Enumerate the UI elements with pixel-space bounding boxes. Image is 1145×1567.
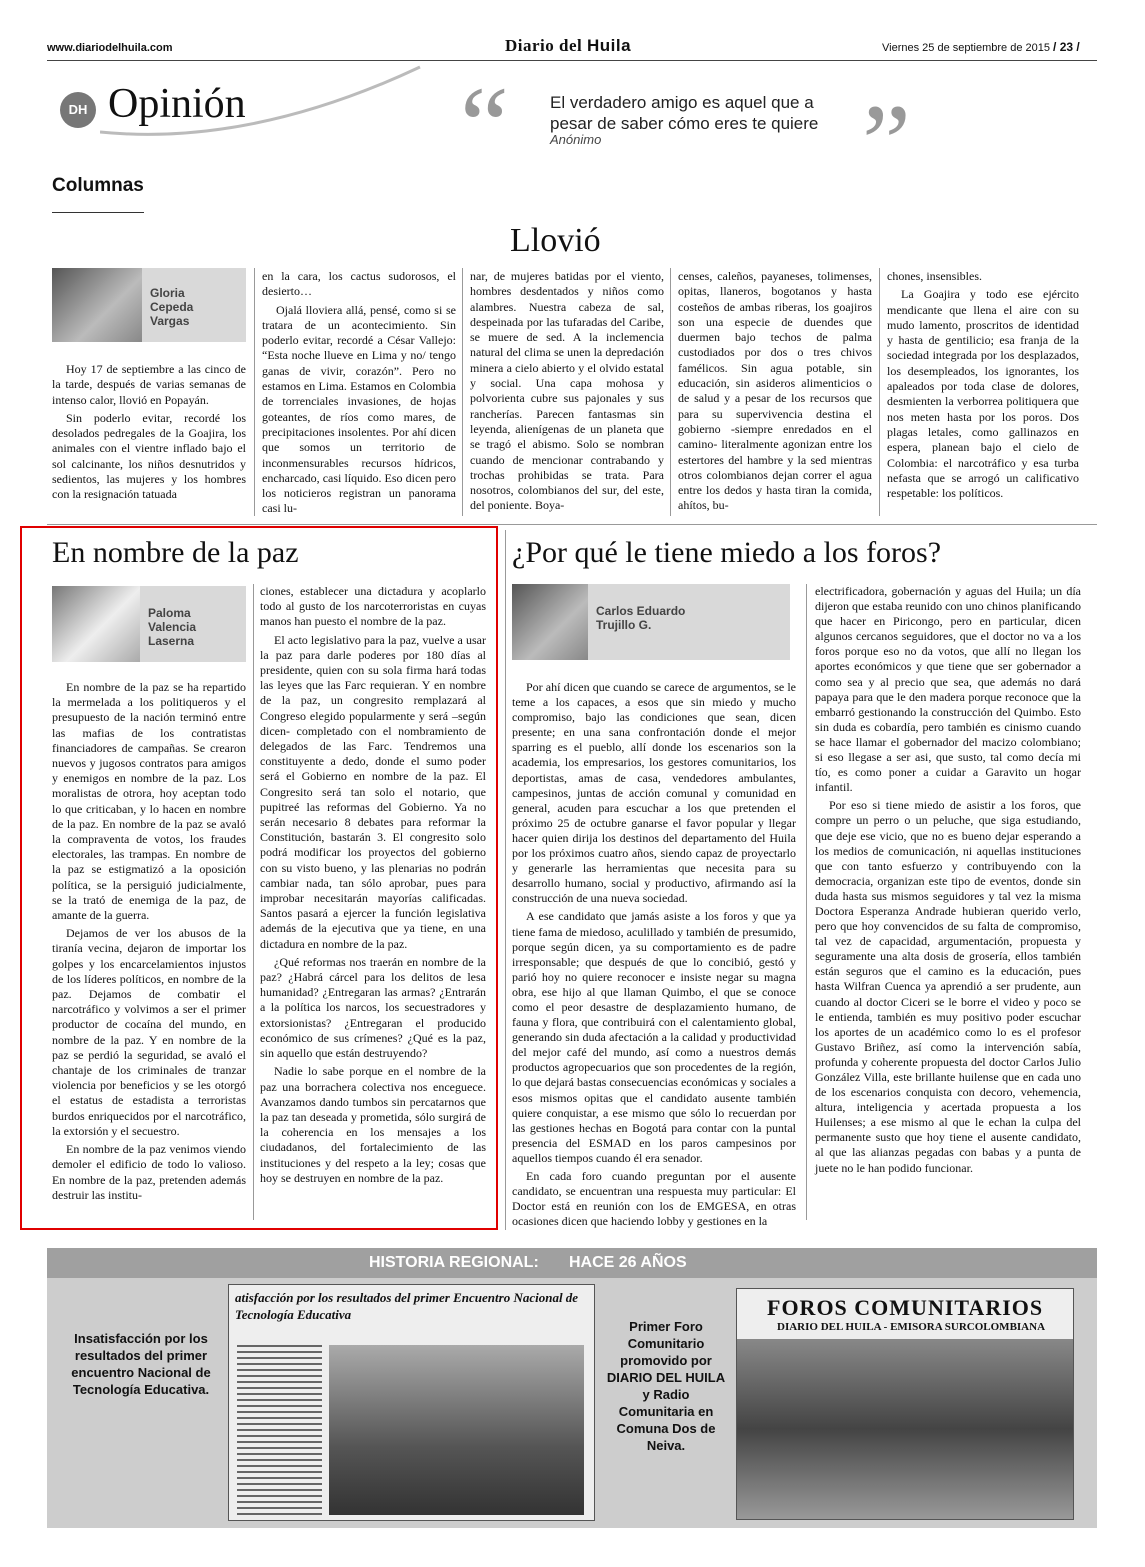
author-photo (512, 584, 588, 660)
column-divider (670, 268, 671, 516)
quote-text: El verdadero amigo es aquel que a pesar de saber cómo eres te quiere (550, 93, 819, 133)
column-divider (462, 268, 463, 516)
foros-author-box (512, 584, 790, 660)
dateline: Viernes 25 de septiembre de 2015 / 23 / (882, 40, 1080, 54)
masthead: Diario del Huila (505, 36, 632, 55)
open-quote-icon: “ (460, 64, 509, 186)
llovio-author-box (52, 268, 246, 342)
historia-photo-2: FOROS COMUNITARIOS DIARIO DEL HUILA - EMISORA SURCOLOMBIANA (736, 1288, 1074, 1520)
llovio-col-4: censes, caleños, payaneses, tolimenses, opitas, llaneros, bogotanos y hasta costeños de ambas riberas, los goajiros son una especie de duendes que duermen bajo techos de palma custodiados por dos o tres chivos famélicos. Sin agua potable, sin educación, sin asideros alimenticios o de salud y a pesar de los recursos que para su supervivencia destina el gobierno -siempre enredados en el camino- literalmente agonizan entre los estertores del hambre y la sed mientras otros colombianos dejan correr el agua entre los dedos y hasta tiran la comida, ahítos, bu- (678, 269, 872, 513)
photo-text-block (237, 1345, 322, 1515)
close-quote-icon: ” (862, 82, 911, 204)
author-photo (52, 268, 142, 342)
historia-photo-1: atisfacción por los resultados del primer Encuentro Nacional de Tecnología Educativa (228, 1284, 595, 1521)
historia-regional-bar: HISTORIA REGIONAL: HACE 26 AÑOS (47, 1248, 1097, 1278)
column-divider (879, 268, 880, 516)
author-name: Paloma Valencia Laserna (148, 606, 197, 648)
historia-caption-2: Primer Foro Comunitario promovido por DIARIO DEL HUILA y Radio Comunitaria en Comuna Dos de Neiva. (606, 1319, 726, 1453)
quote-author: Anónimo (550, 132, 602, 147)
historia-caption-1: Insatisfacción por los resultados del primer encuentro Nacional de Tecnología Educativa. (71, 1331, 211, 1397)
column-divider (254, 268, 255, 516)
paz-title: En nombre de la paz (52, 536, 299, 569)
foros-col-1: Por ahí dicen que cuando se carece de argumentos, se le teme a los capaces, a esos que sin miedo y mucho compromiso, bajo las condiciones que sean, dicen presente; en una sana confrontación donde el mejor sparring es el pueblo, allí donde los escenarios son la academia, los empresarios, los gestores comunitarios, los deportistas, amas de casa, vendedores ambulantes, campesinos, juntas de acción comunal y comunidad en general, acuden para escuchar a los que pretenden el próximo 25 de octubre ganarse el favor popular y llegar hacer quien dirija los destinos del departamento del Huila por los próximos cuatro años, siendo capaz de proyectarlo y generarle las herramientas que necesita para su desarrollo humano, social y productivo, afirmando así la construcción de una nueva sociedad. A ese candidato que jamás asiste a los foros y que ya tiene fama de miedoso, aculillado y también de presumido, porque según dicen, ya su comportamiento es de padre irresponsable; que después de que lo concibió, gestó y parió hoy no quiere reconocer e insiste negar su magna obra, ese hijo al que llaman Quimbo, el que se conoce como el peor desastre de desplazamiento humano, de fauna y flora, que contribuirá con el calentamiento global, generando sin duda afectación a la calidad y productividad del mejor café del mundo, así como a nuestros demás productos agropecuarios que son procedentes de la región, lo que dejará bastas consecuencias económicas y sociales a esos mismos opitas que el candidato ausente también quiere conquistar, a ese mismo que sólo lo recuerdan por las gestiones hechas en Bogotá para contar con la puntal presencia del ESMAD en los paros campesinos por aquellos tiempos cuando él era senador. En cada foro cuando preguntan por el ausente candidato, se encuentran una respuesta muy particular: El Doctor está en reunión con los de EMGESA, en otras ocasiones dicen que haciendo lobby y gestiones en la (512, 680, 796, 1229)
paz-col-2: ciones, establecer una dictadura y acoplarlo todo al gusto de los narcoterroristas en cuyas manos han puesto el nombre de la paz. El acto legislativo para la paz, vuelve a usar la paz para darle poderes por 180 días al presidente, quien con su sola firma hará todas las leyes que las Farc requieran. Y en nombre de la paz, un congresito remplazará al Congreso elegido popularmente y será –según dicen- completado con el nombramiento de delegados de las Farc. Tendremos una constituyente a dedo, donde el sumo poder será el Gobierno en nombre de la paz. El Congresito será tan solo el notario, que pupitreé las reformas del Gobierno. Ya no serán necesario 8 debates para reformar la Constitución, bastarán 3. El congresito solo podrá modificar los proyectos del gobierno con su visto bueno, y las plenarias no podrán cambiar nada, tan sólo aprobar, pues para improbar necesitarán mayorías calificadas. Santos pasará a ejercer la función legislativa además de la ejecutiva que ya tiene, en una dictadura en nombre de la paz. ¿Qué reformas nos traerán en nombre de la paz? ¿Habrá cárcel para los delitos de lesa humanidad? ¿Entregaran las armas? ¿Entrarán a la política los narcos, los secuestradores y extorsionistas? ¿Entregaran el producido económico de sus crímenes? ¿Qué es la paz, sin aquello que están destruyendo? Nadie lo sabe porque en el nombre de la paz una borrachera colectiva nos enceguece. Avanzamos dando tumbos sin percatarnos que la paz tan deseada y prometida, sólo surgirá de la coherencia en los mensajes a los ciudadanos, del fortalecimiento de las instituciones y del respeto a la ley; cosas que hoy se destruyen en nombre de la paz. (260, 584, 486, 1185)
columnas-rule (52, 212, 144, 213)
paz-col-1: En nombre de la paz se ha repartido la mermelada a los politiqueros y el presupuesto de la nación terminó entre las mafias de los contratistas financiadores de campañas. Se crearon nuevos y jugosos contratos para amigos y enemigos en nombre de la paz. Los moralistas de otrora, hoy aceptan todo lo que criticaban, y lo hacen en nombre de la paz. En nombre de la paz se avaló la compraventa de votos, los fraudes electorales, las trampas. En nombre de la paz se estigmatizó a la oposición política, se la persiguió judicialmente, se la trató de enemiga de la paz, de amante de la guerra. Dejamos de ver los abusos de la tiranía vecina, dejaron de importar los golpes y los encarcelamientos injustos de los líderes políticos, en nombre de la paz. Dejamos de combatir el narcotráfico y volvimos a ser el primer productor de cocaína del mundo, en nombre de la paz. Y en nombre de la paz se perdió la seguridad, se avaló el chantaje de los criminales de tranzar violencia por beneficios y se les otorgó el estatus de estadista a terroristas burdos enriquecidos por el narcotráfico, la extorsión y el secuestro. En nombre de la paz venimos viendo demoler el edificio de todo lo valioso. En nombre de la paz, pretenden además destruir las institu- (52, 680, 246, 1202)
page-number: / 23 / (1053, 40, 1080, 54)
section-divider (47, 524, 1097, 525)
author-name: Gloria Cepeda Vargas (150, 286, 194, 328)
photo-image (329, 1345, 584, 1515)
foros-title: ¿Por qué le tiene miedo a los foros? (512, 536, 942, 569)
llovio-title: Llovió (510, 222, 601, 259)
site-url: www.diariodelhuila.com (47, 42, 173, 54)
author-name: Carlos Eduardo Trujillo G. (596, 604, 686, 632)
column-divider (505, 530, 506, 1230)
section-title: Opinión (108, 81, 246, 127)
llovio-col-3: nar, de mujeres batidas por el viento, hombres desdentados y niños como alambres. Nuestra cabeza de sal, despeinada por las tufaradas del Caribe, se muere de sed. A la inclemencia natural del clima se unen la depredación minera a cielo abierto y el olvido estatal y social. Una capa mohosa y polvorienta cubre sus pajonales y sus rancherías. Parecen fantasmas sin leyenda, alienígenas de un planeta que se tragó el abismo. Solo se nombran cuando de mencionar contrabando y trochas prohibidas se trata. Para nosotros, colombianos del sur, del este, del poniente. Boya- (470, 269, 664, 513)
paz-author-box (52, 586, 246, 662)
column-divider (806, 584, 807, 1220)
columnas-label: Columnas (52, 175, 144, 196)
column-divider (253, 584, 254, 1220)
llovio-col-5: chones, insensibles. La Goajira y todo ese ejército mendicante que llena el aire con su mudo lamento, proscritos de identidad y hasta de gentilicio; esa franja de la sociedad integrada por los desplazados, los desempleados, los ignorantes, los apaleados por toda clase de dolores, desmienten la verborrea politiquera que nos meten hasta por los poros. Dos plagas letales, como gallinazos en espera, planean bajo el cielo de Colombia: el narcotráfico y esa turba nefasta que se arrogó un calificativo respetable: los políticos. (887, 269, 1079, 501)
header-rule (47, 60, 1097, 61)
dh-logo: DH (60, 92, 96, 128)
llovio-col-2: en la cara, los cactus sudorosos, el desierto… Ojalá lloviera allá, pensé, como si se tratara de un acontecimiento. Sin poderlo evitar, recordé a César Vallejo: “Esta noche llueve en Lima y no/ tengo ganas de vivir, corazón”. Pero no estamos en Lima. Estamos en Colombia de torrenciales invasiones, de hojas goteantes, de ríos como mares, de precipitaciones insolentes. Por ahí dicen que somos un territorio de inconmensurables recursos hídricos, encharcado, casi líquido. Eso dicen pero los noticieros registran un panorama casi lu- (262, 269, 456, 516)
author-photo (52, 586, 140, 662)
foros-col-2: electrificadora, gobernación y aguas del Huila; un día dijeron que estaba reunido con uno chinos planificando que hacer en Piricongo, pero en particular, dicen algunos cercanos seguidores, que el doctor no va a los foros porque eso no da votos, que allí no llegan los aportes económicos y que tiene que ser gobernador a como sea y al precio que sea, que además no dará papaya para que le den madera porque reconoce que la embarró gestionando la construcción del Quimbo. Esto sin duda es cobardía, pero también es cinismo cuando se hace llamar el gobernador del macizo colombiano; si eso llegase a ser asi, que susto, tal como decía mi tío, es como poner a cuidar a Garavito un hogar infantil. Por eso si tiene miedo de asistir a los foros, que compre un perro o un peluche, que siga estudiando, que deje ese vicio, que no es bueno dejar esperando a los medios de comunicación, ni aquellas instituciones que con tanto esfuerzo y contribuyendo con la democracia, organizan este tipo de eventos, donde sin duda hasta sus mismos seguidores y tal vez la misma Doctora Esperanza Andrade hubieran querido verlo, pero que hoy convencidos de su falta de compromiso, tal vez de capacidad, argumentación, propuesta y seguramente una alta dosis de grosería, ellos también están seguros que el camino es la educación, pues hasta Wilfran Cuenca ya aprendió a ser prudente, aun cuando al doctor Ciceri se le borre el video y poco se le entienda, también es muy positivo poder escuchar los aportes de un académico como lo es el profesor Gustavo Briñez, así como la intervención sabía, profunda y coherente propuesta del doctor Carlos Julio González Villa, este brillante huilense que en cada uno de los escenarios conquista con decoro, vehemencia, altura, inteligencia y acertada propuesta a los Huilenses; a ese mismo al que le echan la culpa del permanente susto que hoy tiene el ausente candidato, al que las alianzas pegadas con babas y a punta de juete no le han podido funcionar. (815, 584, 1081, 1175)
photo-image (737, 1339, 1073, 1519)
llovio-col-1: Hoy 17 de septiembre a las cinco de la tarde, después de varias semanas de intenso calor, llovió en Popayán. Sin poderlo evitar, recordé los desolados pedregales de la Goajira, los animales con el vientre inflado bajo el sol calcinante, los niños desnutridos y sedientos, las mujeres y los hombres con la resignación tatuada (52, 362, 246, 502)
